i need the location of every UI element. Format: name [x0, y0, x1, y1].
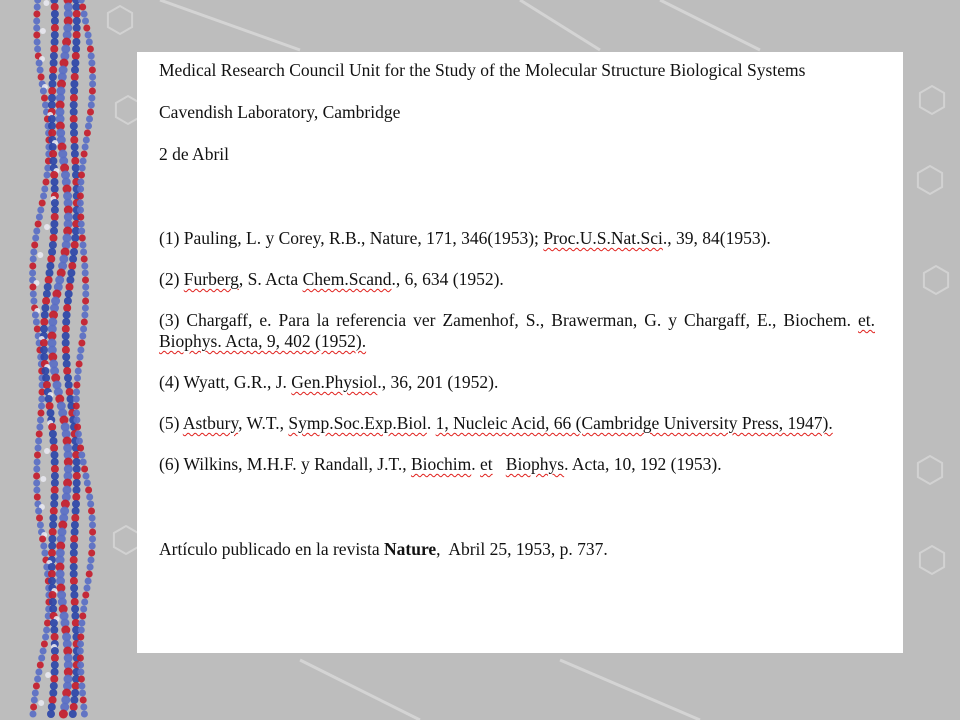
reference-2: (2) Furberg, S. Acta Chem.Scand., 6, 634 (1952). [159, 269, 504, 289]
laboratory-line: Cavendish Laboratory, Cambridge [159, 102, 401, 122]
reference-list [159, 228, 875, 475]
reference-5: (5) Astbury, W.T., Symp.Soc.Exp.Biol. 1, Nucleic Acid, 66 (Cambridge University Press, 1947). [159, 413, 833, 433]
publication-note: Artículo publicado en la revista Nature, Abril 25, 1953, p. 737. [159, 539, 608, 559]
reference-1: (1) Pauling, L. y Corey, R.B., Nature, 171, 346(1953); Proc.U.S.Nat.Sci., 39, 84(1953). [159, 228, 771, 248]
date-line: 2 de Abril [159, 144, 229, 164]
reference-4: (4) Wyatt, G.R., J. Gen.Physiol., 36, 201 (1952). [159, 372, 499, 392]
journal-name: Nature [384, 539, 437, 559]
dna-helix-strip [29, 0, 96, 719]
reference-3: (3) Chargaff, e. Para la referencia ver Zamenhof, S., Brawerman, G. y Chargaff, E., Biochem. et. Biophys. Acta, 9, 402 (1952). [159, 310, 875, 351]
reference-6: (6) Wilkins, M.H.F. y Randall, J.T., Biochim. et Biophys. Acta, 10, 192 (1953). [159, 454, 722, 474]
document-page [137, 52, 903, 653]
institution-heading: Medical Research Council Unit for the Study of the Molecular Structure Biological Systems [159, 60, 806, 80]
